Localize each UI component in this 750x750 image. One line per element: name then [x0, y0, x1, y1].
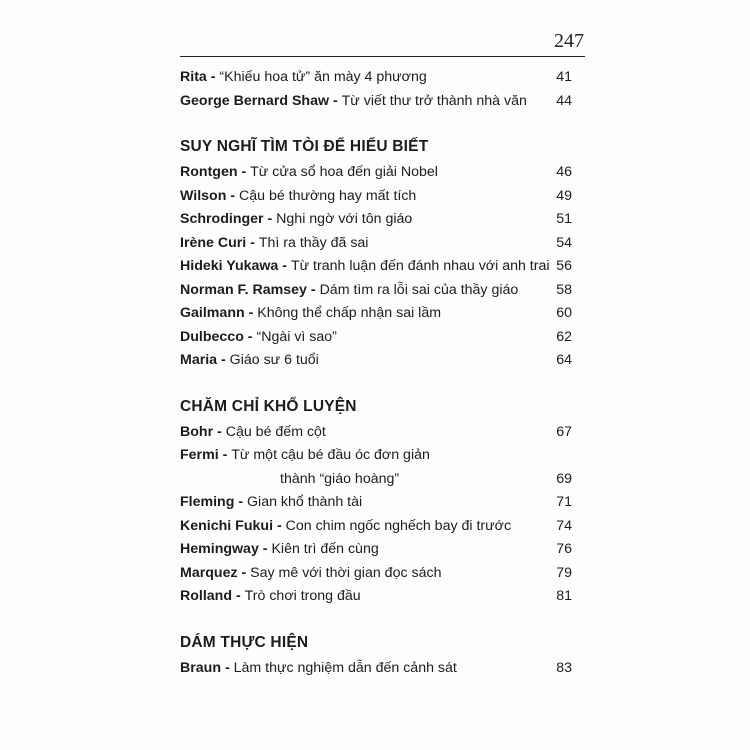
- toc-entry: [180, 185, 572, 209]
- entry-separator: -: [273, 517, 286, 534]
- page-number: 247: [554, 30, 584, 52]
- entry-title: Cậu bé đếm cột: [225, 423, 326, 440]
- entry-page-number: 67: [556, 423, 572, 440]
- toc-entry: [180, 208, 572, 232]
- toc-entry: [180, 66, 572, 90]
- entry-title: Giáo sư 6 tuổi: [229, 352, 319, 368]
- toc-entry: [180, 279, 572, 303]
- entry-page-number: 71: [556, 494, 572, 510]
- entry-title: Làm thực nghiệm dẫn đến cảnh sát: [233, 659, 457, 676]
- toc-section: [180, 631, 572, 681]
- entry-person-name: Hemingway: [180, 541, 259, 557]
- entry-title: Dám tìm ra lỗi sai của thầy giáo: [319, 281, 519, 298]
- entry-person-name: Hideki Yukawa: [180, 258, 279, 274]
- entry-person-name: Rontgen: [180, 164, 238, 180]
- entry-person-name: Rolland: [180, 588, 233, 604]
- entry-person-name: Marquez: [180, 564, 238, 581]
- toc-entry: [180, 326, 572, 350]
- toc-entry: [180, 491, 572, 515]
- entry-page-number: 83: [556, 659, 572, 676]
- entry-separator: -: [263, 211, 277, 227]
- entry-page-number: 51: [556, 211, 572, 227]
- toc-section: [180, 395, 572, 609]
- entry-separator: -: [258, 541, 272, 557]
- toc-entry: [180, 538, 572, 562]
- toc-entry: [180, 255, 572, 279]
- entry-person-name: Gailmann: [180, 305, 245, 321]
- entry-title: Từ tranh luận đến đánh nhau với anh trai: [290, 258, 550, 274]
- entry-separator: -: [244, 305, 258, 321]
- entry-title: Từ viết thư trở thành nhà văn: [341, 92, 527, 109]
- toc-entry: [180, 657, 572, 681]
- entry-title: Nghi ngờ với tôn giáo: [276, 211, 413, 227]
- entry-page-number: 58: [556, 281, 572, 298]
- section-title: SUY NGHĨ TÌM TÒI ĐỂ HIỂU BIẾT: [180, 138, 429, 155]
- entry-separator: -: [218, 447, 232, 463]
- toc-entry: [180, 421, 572, 445]
- toc-entry: [180, 562, 572, 586]
- entry-page-number: 49: [556, 187, 572, 204]
- entry-separator: -: [306, 281, 320, 298]
- entry-separator: -: [213, 423, 226, 440]
- entry-separator: -: [206, 69, 220, 85]
- entry-page-number: 44: [556, 92, 572, 109]
- entry-page-number: 62: [556, 328, 572, 345]
- entry-title: Say mê với thời gian đọc sách: [250, 564, 442, 581]
- entry-page-number: 81: [556, 588, 572, 604]
- entry-separator: -: [243, 328, 257, 345]
- toc-section: [180, 135, 572, 373]
- section-title: CHĂM CHỈ KHỔ LUYỆN: [180, 397, 357, 415]
- entry-page-number: 64: [556, 352, 572, 368]
- toc-entry: [180, 349, 572, 373]
- entry-separator: -: [278, 258, 291, 274]
- entry-separator: -: [234, 494, 247, 510]
- entry-page-number: 79: [556, 564, 572, 581]
- entry-page-number: 54: [556, 234, 572, 251]
- entry-title: Cậu bé thường hay mất tích: [238, 187, 417, 204]
- entry-separator: -: [237, 564, 251, 581]
- entry-page-number: 60: [556, 305, 572, 321]
- toc-entry: [180, 302, 572, 326]
- entry-person-name: Braun: [180, 659, 221, 676]
- entry-title: Từ một cậu bé đầu óc đơn giản: [231, 447, 430, 463]
- toc-entry: [180, 515, 572, 539]
- entry-person-name: Kenichi Fukui: [180, 517, 274, 534]
- entry-person-name: Wilson: [180, 187, 227, 204]
- entry-person-name: Fermi: [180, 447, 219, 463]
- entry-title: Kiên trì đến cùng: [271, 541, 379, 557]
- entry-title-continuation: thành “giáo hoàng”: [280, 470, 400, 487]
- entry-page-number: 56: [556, 258, 572, 274]
- entry-person-name: Fleming: [180, 494, 235, 510]
- entry-person-name: George Bernard Shaw: [180, 92, 330, 109]
- section-title: DÁM THỰC HIỆN: [180, 633, 309, 651]
- entry-separator: -: [246, 234, 259, 251]
- entry-page-number: 69: [556, 470, 572, 487]
- entry-title: Con chim ngốc nghếch bay đi trước: [285, 517, 512, 534]
- entry-person-name: Dulbecco: [180, 328, 244, 345]
- entry-title: “Ngài vì sao”: [256, 328, 337, 345]
- entry-page-number: 46: [556, 164, 572, 180]
- entry-separator: -: [329, 92, 342, 109]
- entry-person-name: Norman F. Ramsey: [180, 281, 307, 298]
- toc-entry: [180, 585, 572, 609]
- toc-entry: [180, 161, 572, 185]
- entry-separator: -: [226, 187, 239, 204]
- entry-page-number: 76: [556, 541, 572, 557]
- entry-separator: -: [232, 588, 245, 604]
- toc-entry: [180, 444, 572, 491]
- entry-page-number: 74: [556, 517, 572, 534]
- entry-title: Từ cửa sổ hoa đến giải Nobel: [250, 164, 438, 180]
- toc-entry: [180, 90, 572, 114]
- table-of-contents: [180, 66, 572, 680]
- entry-title: Không thể chấp nhận sai lầm: [257, 305, 442, 321]
- entry-separator: -: [217, 352, 230, 368]
- entry-person-name: Bohr: [180, 423, 214, 440]
- entry-title: “Khiếu hoa tử” ăn mày 4 phương: [219, 69, 427, 85]
- entry-page-number: 41: [556, 69, 572, 85]
- entry-title: Trò chơi trong đầu: [244, 588, 361, 604]
- entry-person-name: Schrodinger: [180, 211, 264, 227]
- entry-person-name: Maria: [180, 352, 218, 368]
- entry-separator: -: [237, 164, 251, 180]
- entry-separator: -: [221, 659, 234, 676]
- entry-person-name: Irène Curi: [180, 234, 247, 251]
- toc-entry: [180, 232, 572, 256]
- entry-person-name: Rita: [180, 69, 207, 85]
- entry-title: Thì ra thầy đã sai: [258, 234, 369, 251]
- entry-title: Gian khổ thành tài: [247, 494, 363, 510]
- header-rule: [180, 56, 585, 57]
- toc-section: [180, 66, 572, 113]
